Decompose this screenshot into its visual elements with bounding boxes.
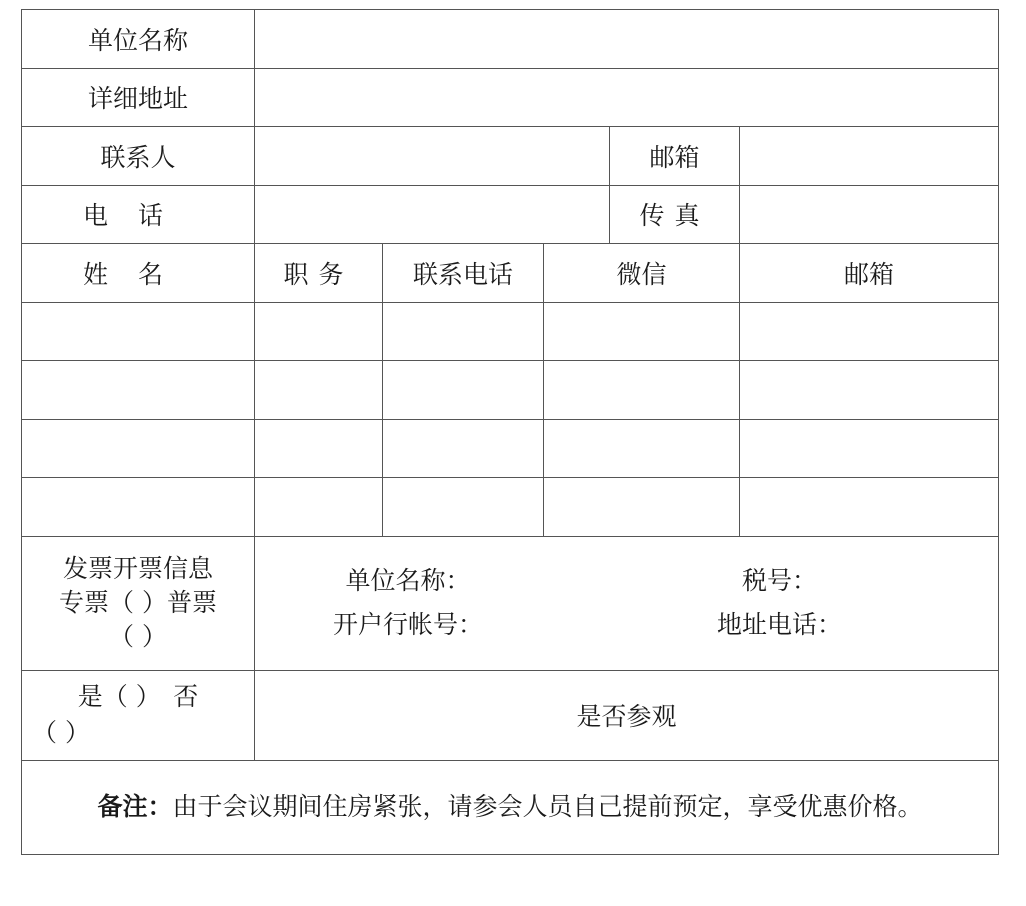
contact-field[interactable] (255, 127, 610, 186)
attendee-email-cell[interactable] (740, 302, 999, 361)
header-wechat: 微信 (544, 244, 740, 303)
note-cell (22, 760, 999, 854)
contact-row (22, 127, 999, 186)
invoice-bank-account[interactable]: 开户行帐号： (332, 610, 483, 639)
invoice-row (22, 536, 999, 670)
note-text: 由于会议期间住房紧张，请参会人员自己提前预定，享受优惠价格。 (172, 792, 923, 821)
email-label: 邮箱 (610, 127, 740, 186)
invoice-label-line2[interactable]: 专票（ ）普票 (59, 588, 217, 617)
attendee-wechat-cell[interactable] (544, 361, 740, 420)
attendee-wechat-cell[interactable] (544, 419, 740, 478)
visit-yes-no-line2[interactable]: （ ） (32, 718, 90, 747)
visit-yes-no-line1[interactable]: 是（ ） 否 (77, 682, 199, 711)
phone-label: 电话 (22, 185, 255, 244)
attendee-name-cell[interactable] (22, 302, 255, 361)
address-field[interactable] (255, 68, 999, 127)
invoice-label-line1: 发票开票信息 (62, 554, 213, 583)
attendee-email-cell[interactable] (740, 361, 999, 420)
header-name: 姓名 (22, 244, 255, 303)
attendee-phone-cell[interactable] (383, 419, 544, 478)
unit-name-field[interactable] (255, 10, 999, 69)
attendee-email-cell[interactable] (740, 478, 999, 537)
visit-question: 是否参观 (255, 670, 999, 760)
attendee-phone-cell[interactable] (383, 478, 544, 537)
attendee-row (22, 419, 999, 478)
invoice-details-cell (255, 536, 999, 670)
visit-choice-cell (22, 670, 255, 760)
attendee-name-cell[interactable] (22, 361, 255, 420)
note-label: 备注： (97, 792, 173, 821)
attendee-header-row (22, 244, 999, 303)
attendee-phone-cell[interactable] (383, 361, 544, 420)
email-field[interactable] (740, 127, 999, 186)
invoice-tax-no[interactable]: 税号： (742, 566, 818, 595)
header-position: 职务 (255, 244, 383, 303)
invoice-unit-name[interactable]: 单位名称： (345, 566, 471, 595)
attendee-position-cell[interactable] (255, 361, 383, 420)
phone-row (22, 185, 999, 244)
header-contact-phone: 联系电话 (383, 244, 544, 303)
address-row (22, 68, 999, 127)
attendee-row (22, 361, 999, 420)
note-row (22, 760, 999, 854)
unit-name-row (22, 10, 999, 69)
attendee-wechat-cell[interactable] (544, 478, 740, 537)
visit-row (22, 670, 999, 760)
attendee-name-cell[interactable] (22, 419, 255, 478)
attendee-wechat-cell[interactable] (544, 302, 740, 361)
address-label: 详细地址 (22, 68, 255, 127)
attendee-row (22, 302, 999, 361)
header-email: 邮箱 (740, 244, 999, 303)
attendee-phone-cell[interactable] (383, 302, 544, 361)
attendee-position-cell[interactable] (255, 302, 383, 361)
phone-field[interactable] (255, 185, 610, 244)
contact-label: 联系人 (22, 127, 255, 186)
invoice-fields (255, 564, 998, 642)
invoice-label-cell (22, 536, 255, 670)
attendee-name-cell[interactable] (22, 478, 255, 537)
unit-name-label: 单位名称 (22, 10, 255, 69)
attendee-position-cell[interactable] (255, 478, 383, 537)
invoice-label-line3[interactable]: （ ） (109, 622, 167, 651)
attendee-row (22, 478, 999, 537)
attendee-position-cell[interactable] (255, 419, 383, 478)
fax-field[interactable] (740, 185, 999, 244)
invoice-address-phone[interactable]: 地址电话： (717, 610, 843, 639)
fax-label: 传真 (610, 185, 740, 244)
attendee-email-cell[interactable] (740, 419, 999, 478)
registration-form-table (21, 9, 999, 855)
